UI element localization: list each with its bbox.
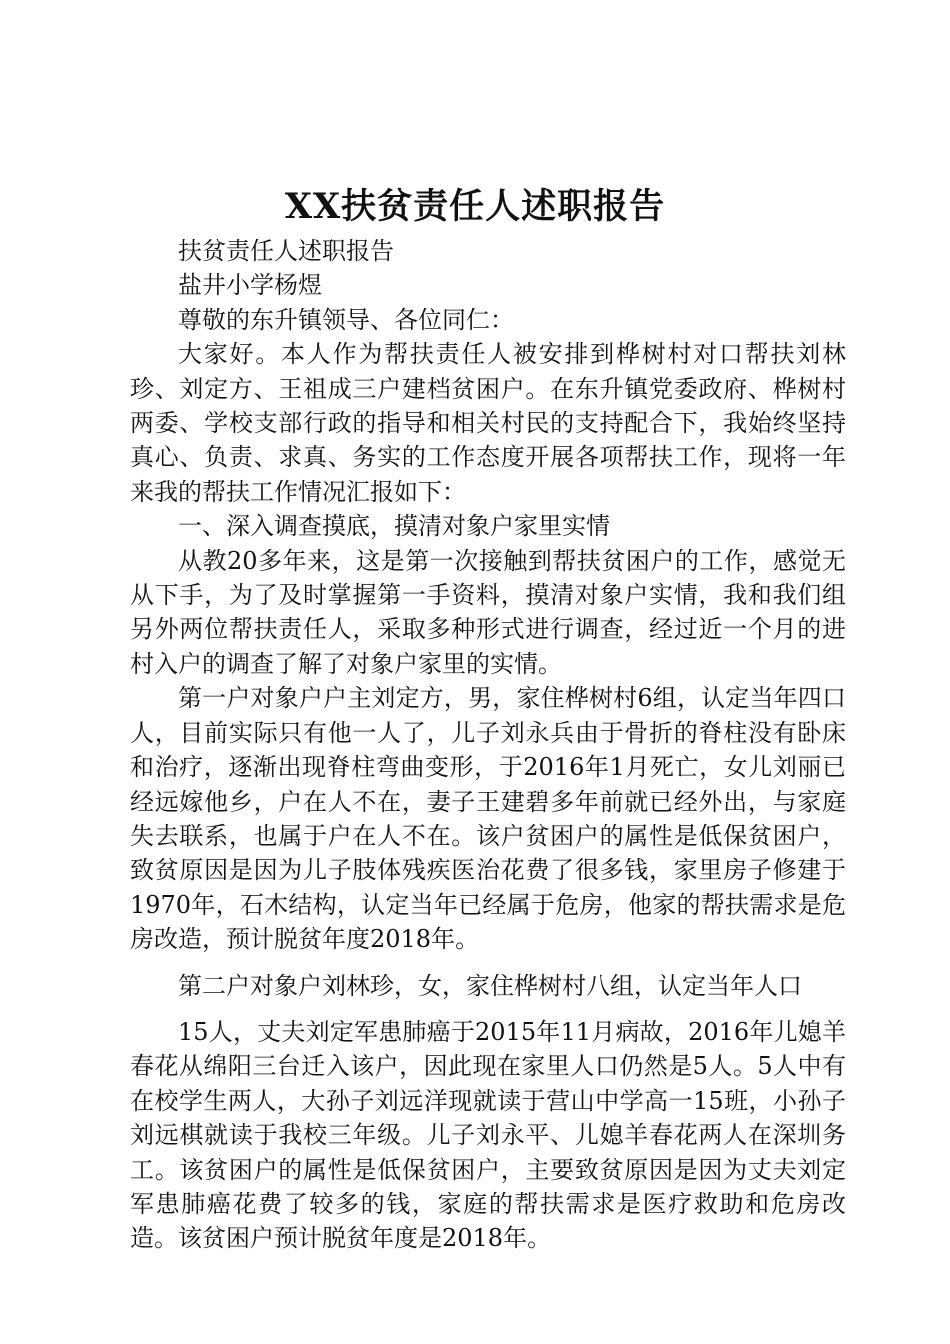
document-title: XX扶贫责任人述职报告: [284, 186, 666, 227]
paragraph-household-1: 第一户对象户户主刘定方，男，家住桦树村6组，认定当年四口人，目前实际只有他一人了，儿子刘永兵由于骨折的脊柱没有卧床和治疗，逐渐出现脊柱弯曲变形，于2016年1月死亡，女儿刘丽已经远嫁他乡，户在人不在，妻子王建碧多年前就已经外出，与家庭失去联系，也属于户在人不在。该户贫困户的属性是低保贫困户，致贫原因是因为儿子肢体残疾医治花费了很多钱，家里房子修建于1970年，石木结构，认定当年已经属于危房，他家的帮扶需求是危房改造，预计脱贫年度2018年。: [130, 684, 846, 954]
paragraph-household-2-detail: 15人，丈夫刘定军患肺癌于2015年11月病故，2016年儿媳羊春花从绵阳三台迁入该户，因此现在家里人口仍然是5人。5人中有在校学生两人，大孙子刘远洋现就读于营山中学高一15班，小孙子刘远棋就读于我校三年级。儿子刘永平、儿媳羊春花两人在深圳务工。该贫困户的属性是低保贫困户，主要致贫原因是因为丈夫刘定军患肺癌花费了较多的钱，家庭的帮扶需求是医疗救助和危房改造。该贫困户预计脱贫年度是2018年。: [130, 1017, 846, 1253]
intro-paragraph: 大家好。本人作为帮扶责任人被安排到桦树村对口帮扶刘林珍、刘定方、王祖成三户建档贫困户。在东升镇党委政府、桦树村两委、学校支部行政的指导和相关村民的支持配合下，我始终坚持真心、负责、求真、务实的工作态度开展各项帮扶工作，现将一年来我的帮扶工作情况汇报如下：: [130, 340, 846, 506]
paragraph-household-2-intro: 第二户对象户刘林珍，女，家住桦树村八组，认定当年人口: [178, 971, 802, 1000]
salutation: 尊敬的东升镇领导、各位同仁：: [178, 305, 514, 334]
author-line: 盐井小学杨煜: [178, 271, 322, 300]
report-subtitle: 扶贫责任人述职报告: [178, 237, 394, 265]
paragraph-investigation: 从教20多年来，这是第一次接触到帮扶贫困户的工作，感觉无从下手，为了及时掌握第一手资料，摸清对象户实情，我和我们组另外两位帮扶责任人，采取多种形式进行调查，经过近一个月的进村入户的调查了解了对象户家里的实情。: [130, 546, 846, 678]
document-body: [130, 234, 846, 1256]
section-heading-1: 一、深入调查摸底，摸清对象户家里实情: [178, 512, 610, 541]
